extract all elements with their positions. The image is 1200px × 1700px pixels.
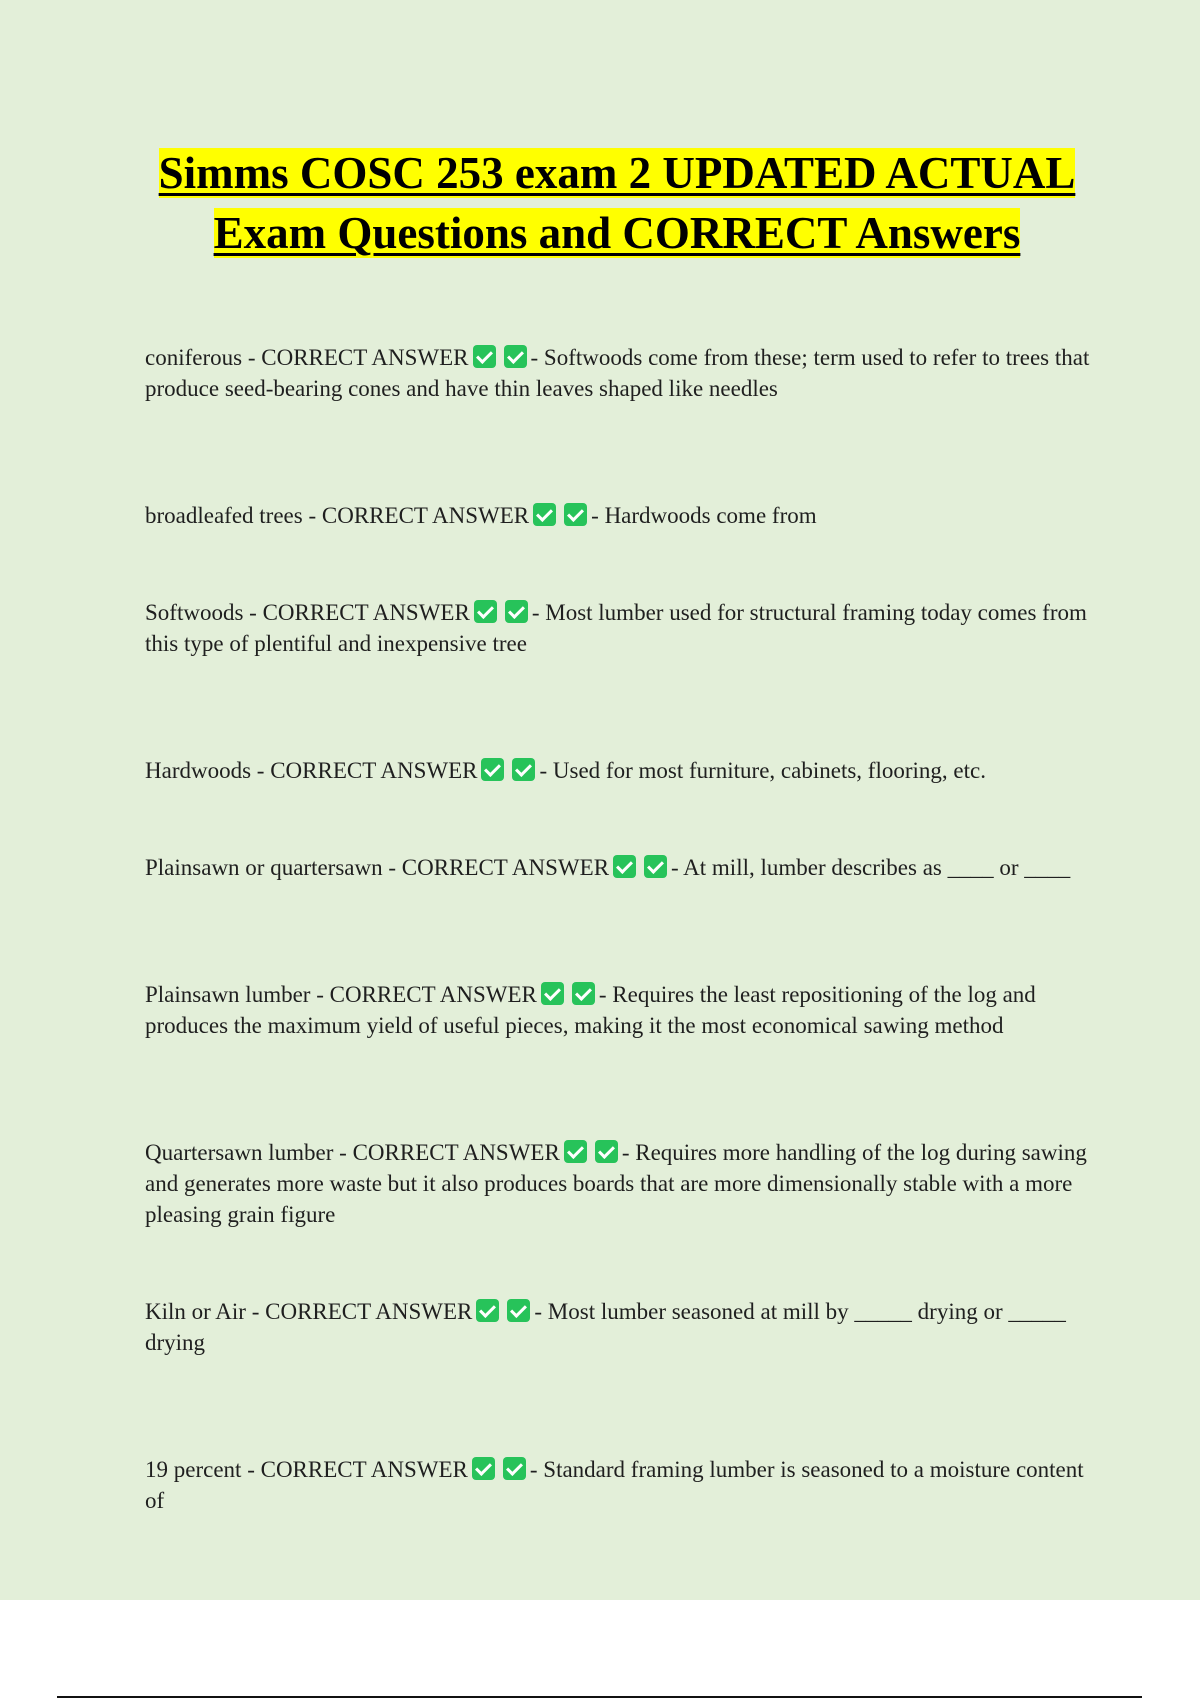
qa-answer: At mill, lumber describes as ____ or ____ [683,855,1071,880]
qa-item: Hardwoods - CORRECT ANSWER - Used for most furniture, cabinets, flooring, etc. [145,758,986,783]
qa-term: Plainsawn lumber [145,982,311,1007]
document-title: Simms COSC 253 exam 2 UPDATED ACTUAL Exam Questions and CORRECT Answers [158,148,1076,258]
qa-label: CORRECT ANSWER [262,600,470,625]
check-box-icon [564,1140,587,1163]
qa-term: 19 percent [145,1457,242,1482]
check-box-icon [572,982,595,1005]
check-box-icon [505,600,528,623]
qa-item: Plainsawn lumber - CORRECT ANSWER - Requires the least repositioning of the log and produces the maximum yield of useful pieces, making it the most economical sawing method [145,982,1036,1038]
check-box-icon [474,600,497,623]
qa-term: broadleafed trees [145,503,303,528]
check-box-icon [541,982,564,1005]
qa-list [145,342,1095,1612]
qa-item: broadleafed trees - CORRECT ANSWER - Hardwoods come from [145,503,817,528]
qa-answer: Softwoods come from these; term used to refer to trees that produce seed-bearing cones and have thin leaves shaped like needles [145,345,1090,401]
qa-label: CORRECT ANSWER [321,503,530,528]
qa-term: Hardwoods [145,758,252,783]
check-box-icon [533,503,556,526]
check-box-icon [613,855,636,878]
qa-label: CORRECT ANSWER [260,1457,468,1482]
footer-divider [57,1696,1142,1698]
check-box-icon [507,1299,530,1322]
qa-answer: Most lumber seasoned at mill by _____ drying or _____ drying [145,1299,1066,1355]
qa-answer: Requires the least repositioning of the log and produces the maximum yield of useful pieces, making it the most economical sawing method [145,982,1036,1038]
qa-item: Plainsawn or quartersawn - CORRECT ANSWER - At mill, lumber describes as ____ or ____ [145,855,1071,880]
qa-term: coniferous [145,345,243,370]
check-box-icon [472,1457,495,1480]
qa-label: CORRECT ANSWER [261,345,469,370]
qa-label: CORRECT ANSWER [270,758,478,783]
qa-label: CORRECT ANSWER [265,1299,473,1324]
check-box-icon [476,1299,499,1322]
qa-item: 19 percent - CORRECT ANSWER - Standard framing lumber is seasoned to a moisture content of [145,1457,1084,1513]
qa-term: Quartersawn lumber [145,1140,334,1165]
qa-label: CORRECT ANSWER [401,855,610,880]
check-box-icon [504,345,527,368]
check-box-icon [564,503,587,526]
qa-term: Plainsawn or quartersawn [145,855,383,880]
check-box-icon [512,758,535,781]
qa-term: Kiln or Air [145,1299,246,1324]
qa-answer: Hardwoods come from [604,503,817,528]
check-box-icon [473,345,496,368]
title-block [100,143,1134,263]
qa-item: coniferous - CORRECT ANSWER - Softwoods come from these; term used to refer to trees that produce seed-bearing cones and have thin leaves shaped like needles [145,345,1090,401]
qa-answer: Standard framing lumber is seasoned to a moisture content of [145,1457,1084,1513]
qa-answer: Requires more handling of the log during sawing and generates more waste but it also produces boards that are more dimensionally stable with a more pleasing grain figure [145,1140,1087,1227]
check-box-icon [595,1140,618,1163]
qa-answer: Used for most furniture, cabinets, flooring, etc. [552,758,986,783]
qa-item: Softwoods - CORRECT ANSWER - Most lumber used for structural framing today comes from this type of plentiful and inexpensive tree [145,600,1087,656]
qa-label: CORRECT ANSWER [352,1140,560,1165]
qa-label: CORRECT ANSWER [329,982,537,1007]
check-box-icon [503,1457,526,1480]
qa-item: Kiln or Air - CORRECT ANSWER - Most lumber seasoned at mill by _____ drying or _____ drying [145,1299,1066,1355]
check-box-icon [481,758,504,781]
qa-term: Softwoods [145,600,244,625]
qa-item: Quartersawn lumber - CORRECT ANSWER - Requires more handling of the log during sawing and generates more waste but it also produces boards that are more dimensionally stable with a more pleasing grain figure [145,1140,1087,1227]
qa-answer: Most lumber used for structural framing today comes from this type of plentiful and inexpensive tree [145,600,1087,656]
check-box-icon [644,855,667,878]
